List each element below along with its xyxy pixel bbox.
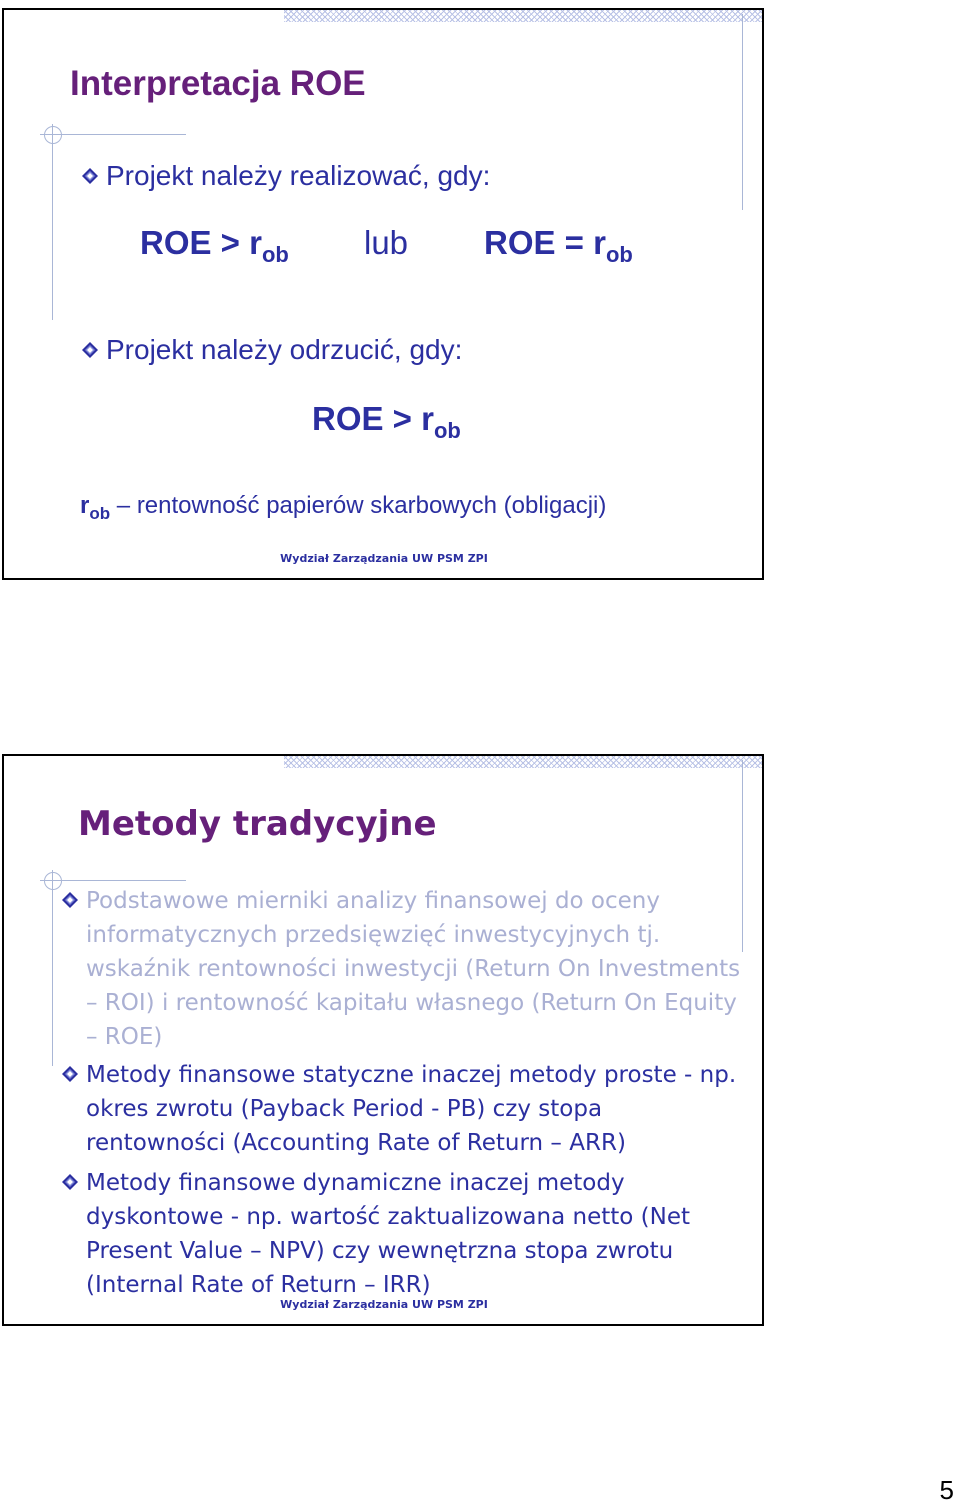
bullet-text: Podstawowe mierniki analizy finansowej do oceny informatycznych przedsięwzięć inwestycyjnych tj. wskaźnik rentowności inwestycji (Return On Investments – ROI) i rentowność kapitału własnego (Return On Equity – ROE) xyxy=(86,888,741,1050)
note-sub: ob xyxy=(89,504,111,523)
note-rob xyxy=(80,492,606,524)
bullet-reject xyxy=(82,334,462,366)
note-text: – rentowność papierów skarbowych (obligacji) xyxy=(116,492,607,519)
slide-metody-tradycyjne xyxy=(2,754,764,1326)
bullet-text: Metody finansowe dynamiczne inaczej metody dyskontowe - np. wartość zaktualizowana netto (Net Present Value – NPV) czy wewnętrzna stopa zwrotu (Internal Rate of Return – IRR) xyxy=(86,1170,690,1298)
header-pattern xyxy=(284,10,762,22)
crosshair-icon xyxy=(44,872,62,890)
note-main: r xyxy=(80,492,90,519)
slide-interpretacja-roe xyxy=(2,8,764,580)
bullet-text: Projekt należy odrzucić, gdy: xyxy=(106,334,463,365)
formula-sub: ob xyxy=(605,242,633,267)
decor-line xyxy=(742,14,743,210)
header-pattern xyxy=(284,756,762,768)
formula-main: ROE = r xyxy=(484,224,606,261)
crosshair-icon xyxy=(44,126,62,144)
decor-line xyxy=(52,870,53,1066)
slide-footer: Wydział Zarządzania UW PSM ZPI xyxy=(280,552,488,565)
bullet-realize xyxy=(82,160,490,192)
formula-accept-greater xyxy=(140,224,289,268)
diamond-bullet-icon xyxy=(62,1066,76,1080)
formula-reject xyxy=(312,400,461,444)
diamond-bullet-icon xyxy=(62,1174,76,1188)
bullet-item xyxy=(62,1166,742,1302)
slide-title: Interpretacja ROE xyxy=(70,64,366,103)
formula-main: ROE > r xyxy=(312,400,434,437)
formula-sub: ob xyxy=(261,242,289,267)
bullet-item xyxy=(62,884,742,1054)
formula-or xyxy=(364,224,408,262)
diamond-bullet-icon xyxy=(82,168,96,182)
slide-footer: Wydział Zarządzania UW PSM ZPI xyxy=(280,1298,488,1311)
bullet-item xyxy=(62,1058,742,1160)
bullet-text: Metody finansowe statyczne inaczej metody proste - np. okres zwrotu (Payback Period - PB) czy stopa rentowności (Accounting Rate of Return – ARR) xyxy=(86,1062,737,1156)
decor-line xyxy=(742,760,743,952)
bullet-text: Projekt należy realizować, gdy: xyxy=(106,160,491,191)
decor-line xyxy=(52,124,53,320)
formula-sub: ob xyxy=(433,418,461,443)
formula-accept-equal xyxy=(484,224,633,268)
diamond-bullet-icon xyxy=(82,342,96,356)
diamond-bullet-icon xyxy=(62,892,76,906)
slide-title: Metody tradycyjne xyxy=(78,804,437,844)
formula-main: ROE > r xyxy=(140,224,262,261)
page-number: 5 xyxy=(939,1475,954,1505)
or-word: lub xyxy=(364,224,409,261)
